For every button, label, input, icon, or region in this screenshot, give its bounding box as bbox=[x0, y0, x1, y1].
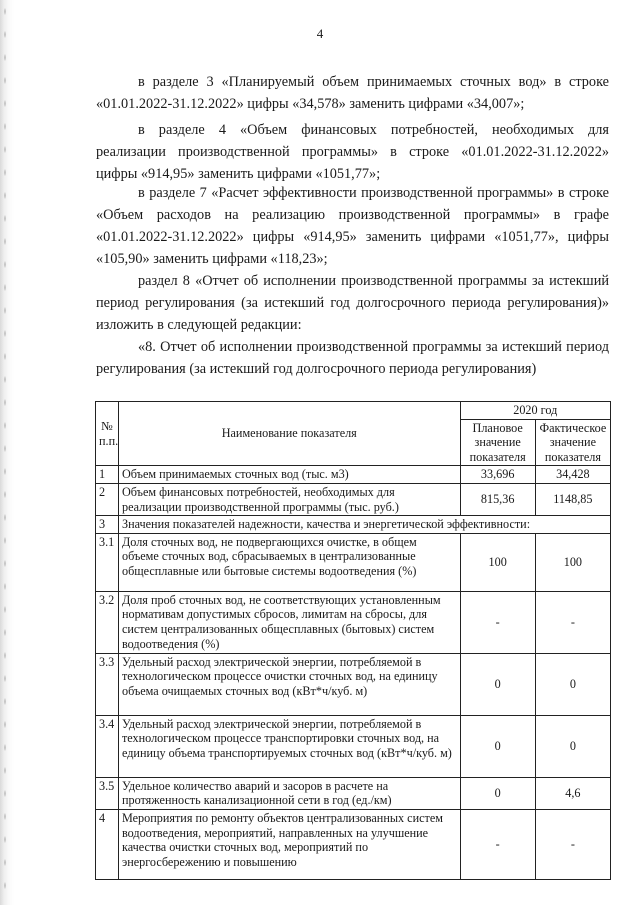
scan-edge-texture bbox=[2, 0, 8, 905]
paragraph-section-8: раздел 8 «Отчет об исполнении производственной программы за истекший период регулирования (за истекший год долгосрочного периода регулирования)» изложить в следующей редакции: bbox=[96, 273, 609, 333]
row-num: 3.4 bbox=[96, 715, 119, 777]
table-row bbox=[96, 715, 611, 777]
report-table bbox=[95, 401, 611, 880]
row-num: 1 bbox=[96, 466, 119, 484]
row-plan: 815,36 bbox=[460, 483, 535, 515]
row-name: Мероприятия по ремонту объектов централизованных систем водоотведения, мероприятий, направленных на улучшение качества очистки сточных вод, мероприятий по энергосбережению и повышению bbox=[118, 809, 460, 879]
header-year: 2020 год bbox=[460, 402, 610, 420]
row-plan: 100 bbox=[460, 533, 535, 591]
paragraph-section-7: в разделе 7 «Расчет эффективности производственной программы» в строке «Объем расходов на реализацию производственной программы» в графе «01.01.2022-31.12.2022» цифры «914,95» заменить цифрами «1051,77», цифры «105,90» заменить цифрами «118,23»; bbox=[96, 185, 609, 267]
row-num: 4 bbox=[96, 809, 119, 879]
paragraph-section-3: в разделе 3 «Планируемый объем принимаемых сточных вод» в строке «01.01.2022-31.12.2022» цифры «34,578» заменить цифрами «34,007»; bbox=[96, 74, 609, 112]
table-row bbox=[96, 483, 611, 515]
header-fact: Фактическое значение показателя bbox=[535, 419, 610, 466]
table-row bbox=[96, 533, 611, 591]
row-plan: 0 bbox=[460, 653, 535, 715]
row-name: Удельный расход электрической энергии, потребляемой в технологическом процессе очистки сточных вод, на единицу объема очищаемых сточных вод (кВт*ч/куб. м) bbox=[118, 653, 460, 715]
header-name: Наименование показателя bbox=[118, 402, 460, 466]
row-fact: 4,6 bbox=[535, 777, 610, 809]
table-row bbox=[96, 516, 611, 534]
row-num: 3.3 bbox=[96, 653, 119, 715]
table-row bbox=[96, 777, 611, 809]
row-name: Удельное количество аварий и засоров в расчете на протяженность канализационной сети в год (ед./км) bbox=[118, 777, 460, 809]
row-name: Значения показателей надежности, качества и энергетической эффективности: bbox=[118, 516, 610, 534]
row-fact: 1148,85 bbox=[535, 483, 610, 515]
row-num: 3.5 bbox=[96, 777, 119, 809]
row-fact: - bbox=[535, 591, 610, 653]
row-name: Доля проб сточных вод, не соответствующих установленным нормативам допустимых сбросов, лимитам на сбросы, для систем централизованных общесплавных (бытовых) систем водоотведения (%) bbox=[118, 591, 460, 653]
header-num: № п.п. bbox=[96, 402, 119, 466]
row-name: Объем финансовых потребностей, необходимых для реализации производственной программы (тыс. руб.) bbox=[118, 483, 460, 515]
table-row bbox=[96, 466, 611, 484]
table-row bbox=[96, 591, 611, 653]
section-8-heading: «8. Отчет об исполнении производственной программы за истекший период регулирования (за истекший год долгосрочного периода регулирования) bbox=[96, 339, 609, 377]
row-num: 3.1 bbox=[96, 533, 119, 591]
table-row bbox=[96, 809, 611, 879]
row-plan: - bbox=[460, 809, 535, 879]
row-plan: 0 bbox=[460, 715, 535, 777]
row-name: Удельный расход электрической энергии, потребляемой в технологическом процессе транспортировки сточных вод, на единицу объема транспортируемых сточных вод (кВт*ч/куб. м) bbox=[118, 715, 460, 777]
row-plan: 33,696 bbox=[460, 466, 535, 484]
row-num: 3.2 bbox=[96, 591, 119, 653]
page-number: 4 bbox=[316, 26, 324, 41]
table-row bbox=[96, 653, 611, 715]
row-plan: - bbox=[460, 591, 535, 653]
row-fact: - bbox=[535, 809, 610, 879]
row-name: Объем принимаемых сточных вод (тыс. м3) bbox=[118, 466, 460, 484]
row-name: Доля сточных вод, не подвергающихся очистке, в общем объеме сточных вод, сбрасываемых в централизованные общесплавные или бытовые системы водоотведения (%) bbox=[118, 533, 460, 591]
row-plan: 0 bbox=[460, 777, 535, 809]
table-header-row-1 bbox=[96, 402, 611, 420]
header-plan: Плановое значение показателя bbox=[460, 419, 535, 466]
paragraph-section-4: в разделе 4 «Объем финансовых потребностей, необходимых для реализации производственной программы» в строке «01.01.2022-31.12.2022» цифры «914,95» заменить цифрами «1051,77»; bbox=[96, 122, 609, 182]
row-fact: 0 bbox=[535, 715, 610, 777]
row-fact: 100 bbox=[535, 533, 610, 591]
row-fact: 34,428 bbox=[535, 466, 610, 484]
row-fact: 0 bbox=[535, 653, 610, 715]
row-num: 3 bbox=[96, 516, 119, 534]
row-num: 2 bbox=[96, 483, 119, 515]
